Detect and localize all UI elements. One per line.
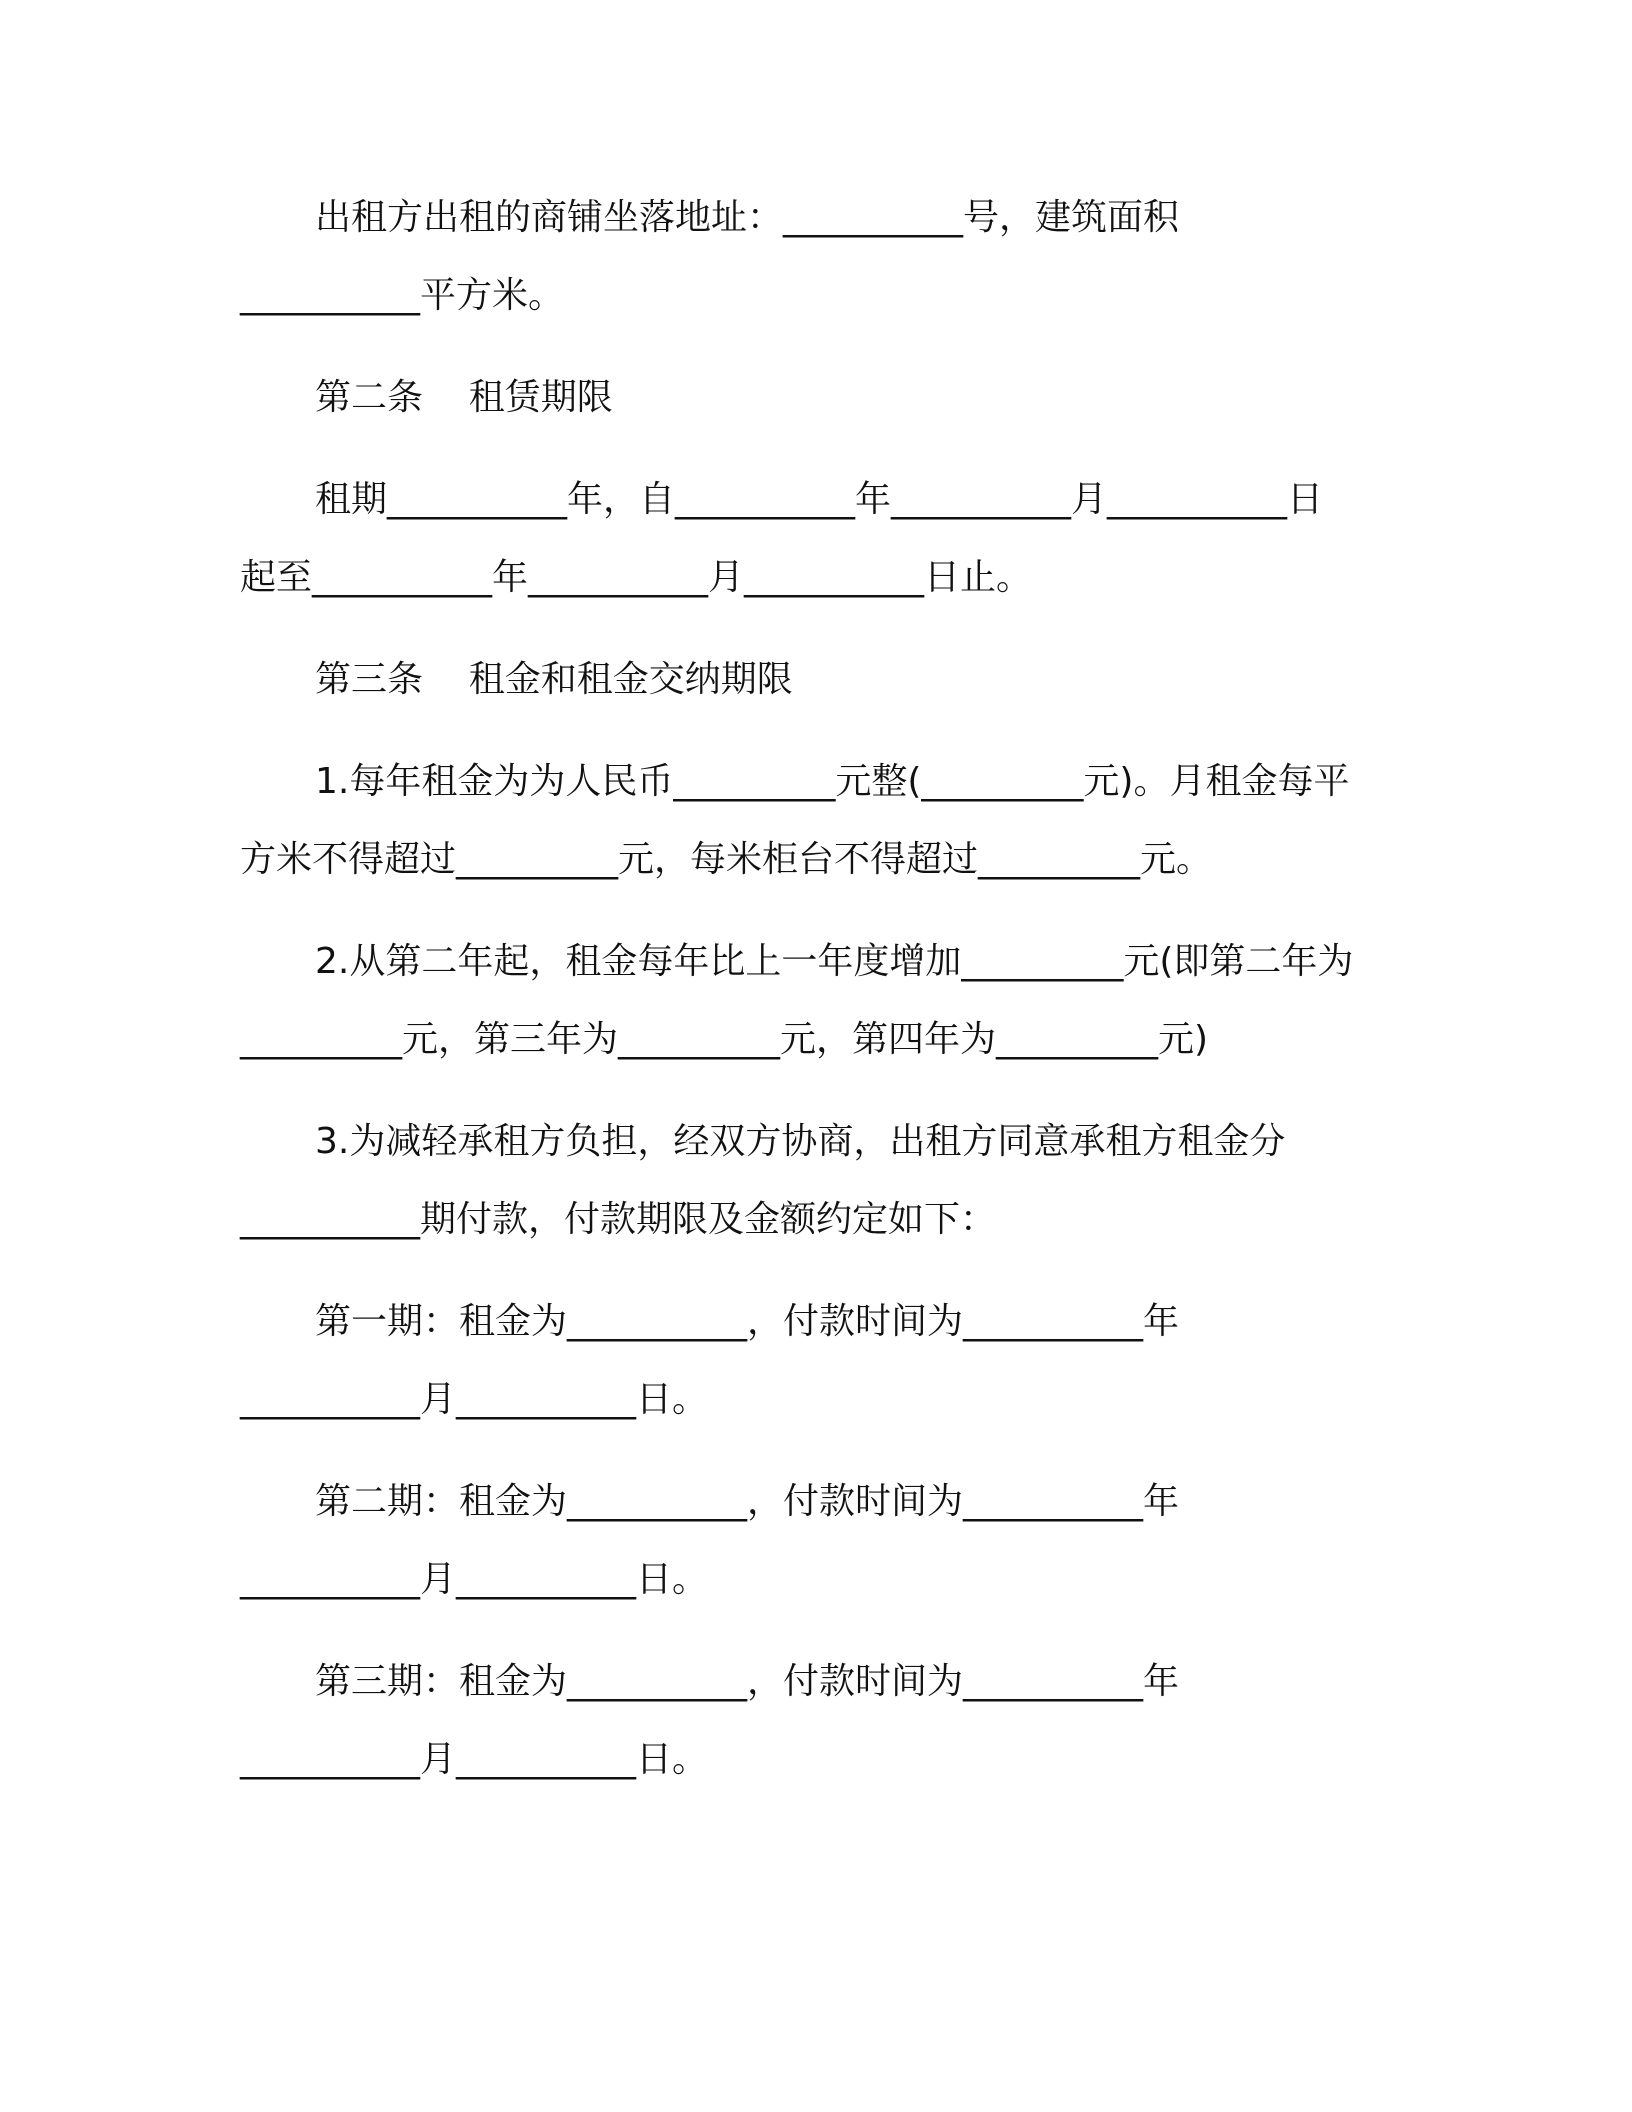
- clause-3-line-1: 3.为减轻承租方负担，经双方协商，出租方同意承租方租金分: [315, 1121, 1286, 1162]
- clause-1-line-1: 1.每年租金为为人民币_________元整(_________元)。月租金每平: [315, 761, 1350, 802]
- installment-2-line-2: __________月__________日。: [240, 1559, 709, 1600]
- lease-term-line-2: 起至__________年__________月__________日止。: [240, 557, 1033, 598]
- article-2-heading: 第二条 租赁期限: [315, 377, 613, 418]
- clause-2-line-1: 2.从第二年起，租金每年比上一年度增加_________元(即第二年为: [315, 941, 1354, 982]
- installment-1-line-1: 第一期：租金为__________，付款时间为__________年: [315, 1301, 1180, 1342]
- installment-1-line-2: __________月__________日。: [240, 1379, 709, 1420]
- clause-1-line-2: 方米不得超过_________元，每米柜台不得超过_________元。: [240, 839, 1213, 880]
- clause-2-line-2: _________元，第三年为_________元，第四年为_________元): [240, 1019, 1209, 1060]
- address-line: 出租方出租的商铺坐落地址：__________号，建筑面积: [315, 197, 1180, 238]
- installment-3-line-2: __________月__________日。: [240, 1739, 709, 1780]
- installment-2-line-1: 第二期：租金为__________，付款时间为__________年: [315, 1481, 1180, 1522]
- article-3-heading: 第三条 租金和租金交纳期限: [315, 659, 793, 700]
- installment-3-line-1: 第三期：租金为__________，付款时间为__________年: [315, 1661, 1180, 1702]
- area-line: __________平方米。: [240, 275, 565, 316]
- clause-3-line-2: __________期付款，付款期限及金额约定如下：: [240, 1199, 997, 1240]
- lease-term-line-1: 租期__________年，自__________年__________月__________日: [315, 479, 1324, 520]
